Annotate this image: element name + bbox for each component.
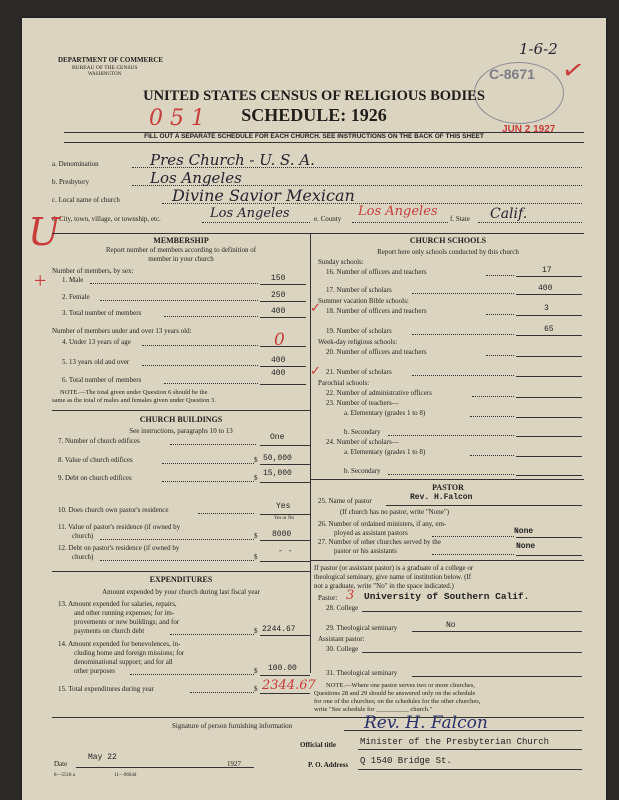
dollar-sign: $ [254, 627, 258, 635]
age-label: Number of members under and over 13 years old: [52, 327, 192, 335]
dollar-sign: $ [254, 553, 258, 561]
section-rule [310, 479, 584, 480]
q4-value: 0 [274, 330, 285, 350]
answer-line [260, 635, 310, 636]
answer-line [260, 284, 306, 285]
fill-line [100, 300, 258, 301]
q7-value: One [270, 433, 285, 442]
bureau-label: BUREAU OF THE CENSUS [72, 65, 138, 71]
q23a-label: a. Elementary (grades 1 to 8) [344, 409, 426, 417]
q26-value: None [514, 527, 534, 536]
presbytery-label: b. Presbytery [52, 178, 89, 186]
q13-label-2: and other running expenses; for im- [74, 609, 175, 617]
margin-plus: + [34, 268, 47, 293]
assistant-pastor-subhead: Assistant pastor: [318, 635, 365, 643]
pastor-heading: PASTOR [432, 483, 464, 492]
dollar-sign: $ [254, 456, 258, 464]
q6-value: 400 [271, 369, 286, 378]
fill-line [164, 316, 258, 317]
graduate-instruction-3: not a graduate, write "No" in the space indicated.) [314, 582, 454, 590]
q25-note: (If church has no pastor, write "None") [340, 508, 450, 516]
answer-line [516, 436, 582, 437]
section-rule [310, 560, 584, 561]
q27-label-2: pastor or his assistants [334, 547, 397, 555]
answer-line [260, 464, 310, 465]
graduate-instruction-1: If pastor (or assistant pastor) is a graduate of a college or [314, 564, 474, 572]
signature-label: Signature of person furnishing information [172, 722, 293, 730]
q1-label: 1. Male [62, 276, 84, 284]
q8-label: 8. Value of church edifices [58, 456, 133, 464]
schedule-title: SCHEDULE: 1926 [241, 105, 387, 125]
parochial-label: Parochial schools: [318, 379, 370, 387]
section-rule [52, 717, 584, 718]
answer-line [516, 376, 582, 377]
local-name-value: Divine Savior Mexican [172, 186, 355, 205]
buildings-heading: CHURCH BUILDINGS [139, 415, 223, 424]
official-title-label: Official title [300, 741, 336, 749]
q17-value: 400 [538, 284, 553, 293]
fill-line [486, 355, 514, 356]
q5-label: 5. 13 years old and over [62, 358, 130, 366]
sunday-label: Sunday schools: [318, 258, 364, 266]
dollar-sign: $ [254, 532, 258, 540]
q3-value: 400 [271, 307, 286, 316]
city-field-label: d. City, town, village, or township, etc. [52, 215, 161, 223]
dollar-sign: $ [254, 667, 258, 675]
form-number: 8—5518 a [54, 773, 75, 778]
q30-label: 30. College [326, 645, 359, 653]
answer-line [386, 505, 582, 506]
fill-line [412, 375, 514, 376]
answer-line [412, 676, 582, 677]
address-value: Q 1540 Bridge St. [360, 756, 452, 766]
section-rule [52, 233, 584, 234]
q2-value: 250 [271, 291, 286, 300]
answer-line [516, 555, 582, 556]
expenditures-intro: Amount expended by your church during last fiscal year [102, 588, 260, 596]
q23-label: 23. Number of teachers— [326, 399, 399, 407]
print-number: 11—9664d [114, 773, 137, 778]
q14-label-2: cluding home and foreign missions; for [74, 649, 185, 657]
answer-line [260, 445, 310, 446]
answer-line [516, 315, 582, 316]
expenditures-heading: EXPENDITURES [149, 575, 213, 584]
q24-label: 24. Number of scholars— [326, 438, 399, 446]
red-tick: ✓ [310, 363, 321, 378]
q10-value: Yes [276, 502, 291, 511]
address-label: P. O. Address [308, 761, 349, 769]
city-label: WASHINGTON [88, 72, 122, 77]
fill-line [388, 474, 514, 475]
fill-line [142, 365, 258, 366]
answer-line [260, 366, 306, 367]
local-name-label: c. Local name of church [52, 196, 120, 204]
address-line [358, 769, 582, 770]
q23b-label: b. Secondary [344, 428, 381, 436]
dollar-sign: $ [254, 685, 258, 693]
corner-note: 1-6-2 [519, 40, 558, 58]
q28-mark: 3 [346, 588, 355, 603]
q17-label: 17. Number of scholars [326, 286, 392, 294]
q7-label: 7. Number of church edifices [58, 437, 140, 445]
answer-line [516, 537, 582, 538]
answer-line [260, 561, 310, 562]
membership-note-2: same as the total of males and females given under Question 3. [52, 397, 216, 404]
answer-line [516, 397, 582, 398]
state-label: f. State [450, 215, 470, 223]
q14-label-1: 14. Amount expended for benevolences, in- [58, 640, 181, 648]
fill-line [170, 634, 254, 635]
q13-label-4: payments on church debt [74, 627, 145, 635]
date-label: Date [54, 760, 68, 768]
answer-line [516, 417, 582, 418]
county-label: e. County [314, 215, 342, 223]
fill-line [170, 444, 256, 445]
graduate-instruction-2: theological seminary, give name of institution below. (If [314, 573, 472, 581]
q2-label: 2. Female [62, 293, 90, 301]
q1-value: 150 [271, 274, 286, 283]
pastor-note-2: Questions 28 and 29 should be answered only on the schedule [314, 690, 476, 697]
fill-line [164, 383, 258, 384]
fill-line [412, 293, 514, 294]
fill-line [190, 692, 254, 693]
q14-value: 100.00 [268, 664, 297, 673]
section-rule [52, 571, 310, 572]
answer-line [260, 514, 310, 515]
denomination-value: Pres Church - U. S. A. [150, 151, 315, 169]
q20-label: 20. Number of officers and teachers [326, 348, 427, 356]
buildings-intro: See instructions, paragraphs 10 to 13 [129, 427, 233, 435]
section-rule [52, 410, 310, 411]
fill-line [100, 539, 254, 540]
q25-value: Rev. H.Falcon [410, 493, 473, 502]
fill-line [432, 554, 514, 555]
by-sex-label: Number of members, by sex: [52, 267, 134, 275]
q21-label: 21. Number of scholars [326, 368, 392, 376]
dept-label: DEPARTMENT OF COMMERCE [58, 56, 164, 64]
q12-label-2: church) [72, 553, 94, 561]
membership-note-1: NOTE.—The total given under Question 6 should be the [60, 389, 208, 396]
schools-intro: Report here only schools conducted by this church [377, 248, 519, 256]
instruction-line: FILL OUT A SEPARATE SCHEDULE FOR EACH CHURCH. SEE INSTRUCTIONS ON THE BACK OF THIS SHEET [144, 133, 484, 140]
weekday-label: Week-day religious schools: [318, 338, 398, 346]
q3-label: 3. Total number of members [62, 309, 142, 317]
answer-line [260, 482, 310, 483]
q12-value: - - [278, 547, 293, 556]
column-divider [310, 233, 311, 673]
pastor-note-1: NOTE.—Where one pastor serves two or more churches, [326, 682, 475, 689]
fill-line [388, 435, 514, 436]
fill-line [432, 536, 514, 537]
q13-value: 2244.67 [262, 625, 296, 634]
answer-line [362, 652, 582, 653]
q9-label: 9. Debt on church edifices [58, 474, 132, 482]
city-value: Los Angeles [210, 206, 290, 221]
q19-label: 19. Number of scholars [326, 327, 392, 335]
stamp-date: JUN 2 1927 [502, 124, 556, 135]
q29-label: 29. Theological seminary [326, 624, 398, 632]
q11-label-1: 11. Value of pastor's residence (if owned by [58, 523, 181, 531]
q19-value: 65 [544, 325, 554, 334]
fill-line [412, 334, 514, 335]
q13-label-3: provements or new buildings; and for [74, 618, 180, 626]
state-value: Calif. [490, 206, 528, 222]
answer-line [516, 356, 582, 357]
fill-line [90, 283, 258, 284]
answer-line [260, 675, 310, 676]
title-line [358, 749, 582, 750]
signature: Rev. H. Falcon [364, 713, 488, 733]
fill-line [470, 455, 514, 456]
form-title: UNITED STATES CENSUS OF RELIGIOUS BODIES [143, 88, 485, 104]
answer-line [260, 317, 306, 318]
yes-no-hint: Yes or No [274, 516, 295, 521]
q18-label: 18. Number of officers and teachers [326, 307, 427, 315]
census-schedule-page [22, 18, 606, 800]
q29-value: No [446, 621, 456, 630]
answer-line [516, 456, 582, 457]
fill-line [478, 222, 582, 223]
q10-label: 10. Does church own pastor's residence [58, 506, 169, 514]
q28-label: 28. College [326, 604, 359, 612]
answer-line [516, 294, 582, 295]
fill-line [162, 463, 254, 464]
q18-value: 3 [544, 304, 549, 313]
answer-line [260, 540, 310, 541]
q16-label: 16. Number of officers and teachers [326, 268, 427, 276]
pastor-note-4: write "See schedule for __________ church." [314, 706, 433, 713]
fill-line [162, 481, 254, 482]
dollar-sign: $ [254, 474, 258, 482]
q11-value: 8000 [272, 530, 292, 539]
q26-label-2: ployed as assistant pastors [334, 529, 408, 537]
q27-label-1: 27. Number of other churches served by the [318, 538, 441, 546]
date-year: 1927 [227, 760, 241, 768]
answer-line [260, 384, 306, 385]
official-title: Minister of the Presbyterian Church [360, 737, 550, 747]
q15-value: 2344.67 [262, 678, 316, 693]
check-mark: ✓ [559, 54, 587, 87]
summer-label: Summer vacation Bible schools: [318, 297, 409, 305]
fill-line [486, 275, 514, 276]
q15-label: 15. Total expenditures during year [58, 685, 154, 693]
q12-label-1: 12. Debt on pastor's residence (if owned by [58, 544, 180, 552]
presbytery-value: Los Angeles [150, 169, 242, 187]
fill-line [100, 560, 254, 561]
q6-label: 6. Total number of members [62, 376, 142, 384]
q13-label-1: 13. Amount expended for salaries, repairs, [58, 600, 177, 608]
q16-value: 17 [542, 266, 552, 275]
fill-line [486, 314, 514, 315]
answer-line [362, 611, 582, 612]
q11-label-2: church) [72, 532, 94, 540]
q14-label-4: other purposes [74, 667, 116, 675]
date-value: May 22 [88, 753, 117, 762]
q4-label: 4. Under 13 years of age [62, 338, 131, 346]
fill-line [352, 222, 448, 223]
stamp-number: C-8671 [489, 66, 535, 82]
q14-label-3: denominational support; and for all [74, 658, 173, 666]
rule [64, 142, 584, 143]
q27-value: None [516, 542, 536, 551]
q5-value: 400 [271, 356, 286, 365]
pastor-note-3: for one of the churches; on the schedules for the other churches, [314, 698, 481, 705]
q8-value: 50,000 [263, 454, 292, 463]
answer-line [516, 276, 582, 277]
q24b-label: b. Secondary [344, 467, 381, 475]
file-number: 0 5 1 [149, 106, 205, 131]
fill-line [198, 513, 254, 514]
answer-line [412, 631, 582, 632]
fill-line [130, 674, 254, 675]
schools-heading: CHURCH SCHOOLS [409, 236, 487, 245]
q22-label: 22. Number of administrative officers [326, 389, 432, 397]
q9-value: 15,000 [263, 469, 292, 478]
answer-line [260, 301, 306, 302]
q31-label: 31. Theological seminary [326, 669, 398, 677]
fill-line [470, 416, 514, 417]
q28-value: University of Southern Calif. [364, 591, 530, 602]
fill-line [202, 222, 310, 223]
membership-intro-2: member in your church [148, 255, 214, 263]
answer-line [260, 693, 310, 694]
q24a-label: a. Elementary (grades 1 to 8) [344, 448, 426, 456]
county-value: Los Angeles [358, 204, 438, 219]
fill-line [142, 345, 258, 346]
answer-line [516, 475, 582, 476]
q25-label: 25. Name of pastor [318, 497, 372, 505]
answer-line [516, 335, 582, 336]
pastor-subhead: Pastor: [318, 594, 338, 602]
membership-heading: MEMBERSHIP [153, 236, 209, 245]
fill-line [472, 396, 514, 397]
denomination-label: a. Denomination [52, 160, 99, 168]
margin-mark: U [28, 210, 61, 254]
membership-intro-1: Report number of members according to definition of [105, 246, 257, 254]
red-tick: ✓ [310, 300, 321, 315]
q26-label-1: 26. Number of ordained ministers, if any, em- [318, 520, 447, 528]
